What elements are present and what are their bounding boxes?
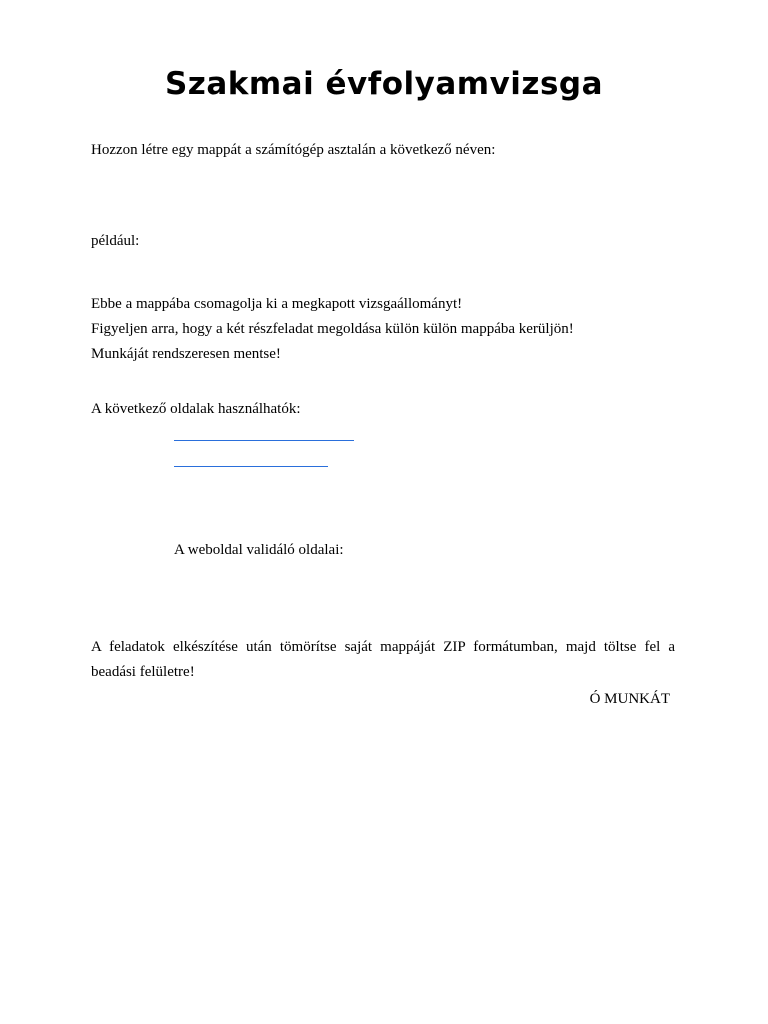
final-instruction-line-1: A feladatok elkészítése után tömörítse saját mappáját ZIP formátumban, majd töltse fel a [91, 639, 675, 655]
page-title: Szakmai évfolyamvizsga [164, 66, 604, 102]
validator-label: A weboldal validáló oldalai: [174, 542, 344, 558]
intro-text: Hozzon létre egy mappát a számítógép asztalán a következő néven: [91, 142, 496, 158]
usable-page-link-1[interactable] [174, 440, 354, 442]
final-instruction [91, 635, 675, 685]
instruction-line-2: Figyeljen arra, hogy a két részfeladat megoldása külön külön mappába kerüljön! [91, 321, 574, 337]
instruction-line-1: Ebbe a mappába csomagolja ki a megkapott vizsgaállományt! [91, 296, 463, 312]
signoff-text: Ó MUNKÁT [589, 691, 670, 707]
instruction-line-3: Munkáját rendszeresen mentse! [91, 346, 281, 362]
usable-page-link-2[interactable] [174, 466, 328, 468]
final-instruction-line-2: beadási felületre! [91, 664, 195, 680]
example-label: például: [91, 233, 140, 249]
usable-pages-label: A következő oldalak használhatók: [91, 401, 301, 417]
